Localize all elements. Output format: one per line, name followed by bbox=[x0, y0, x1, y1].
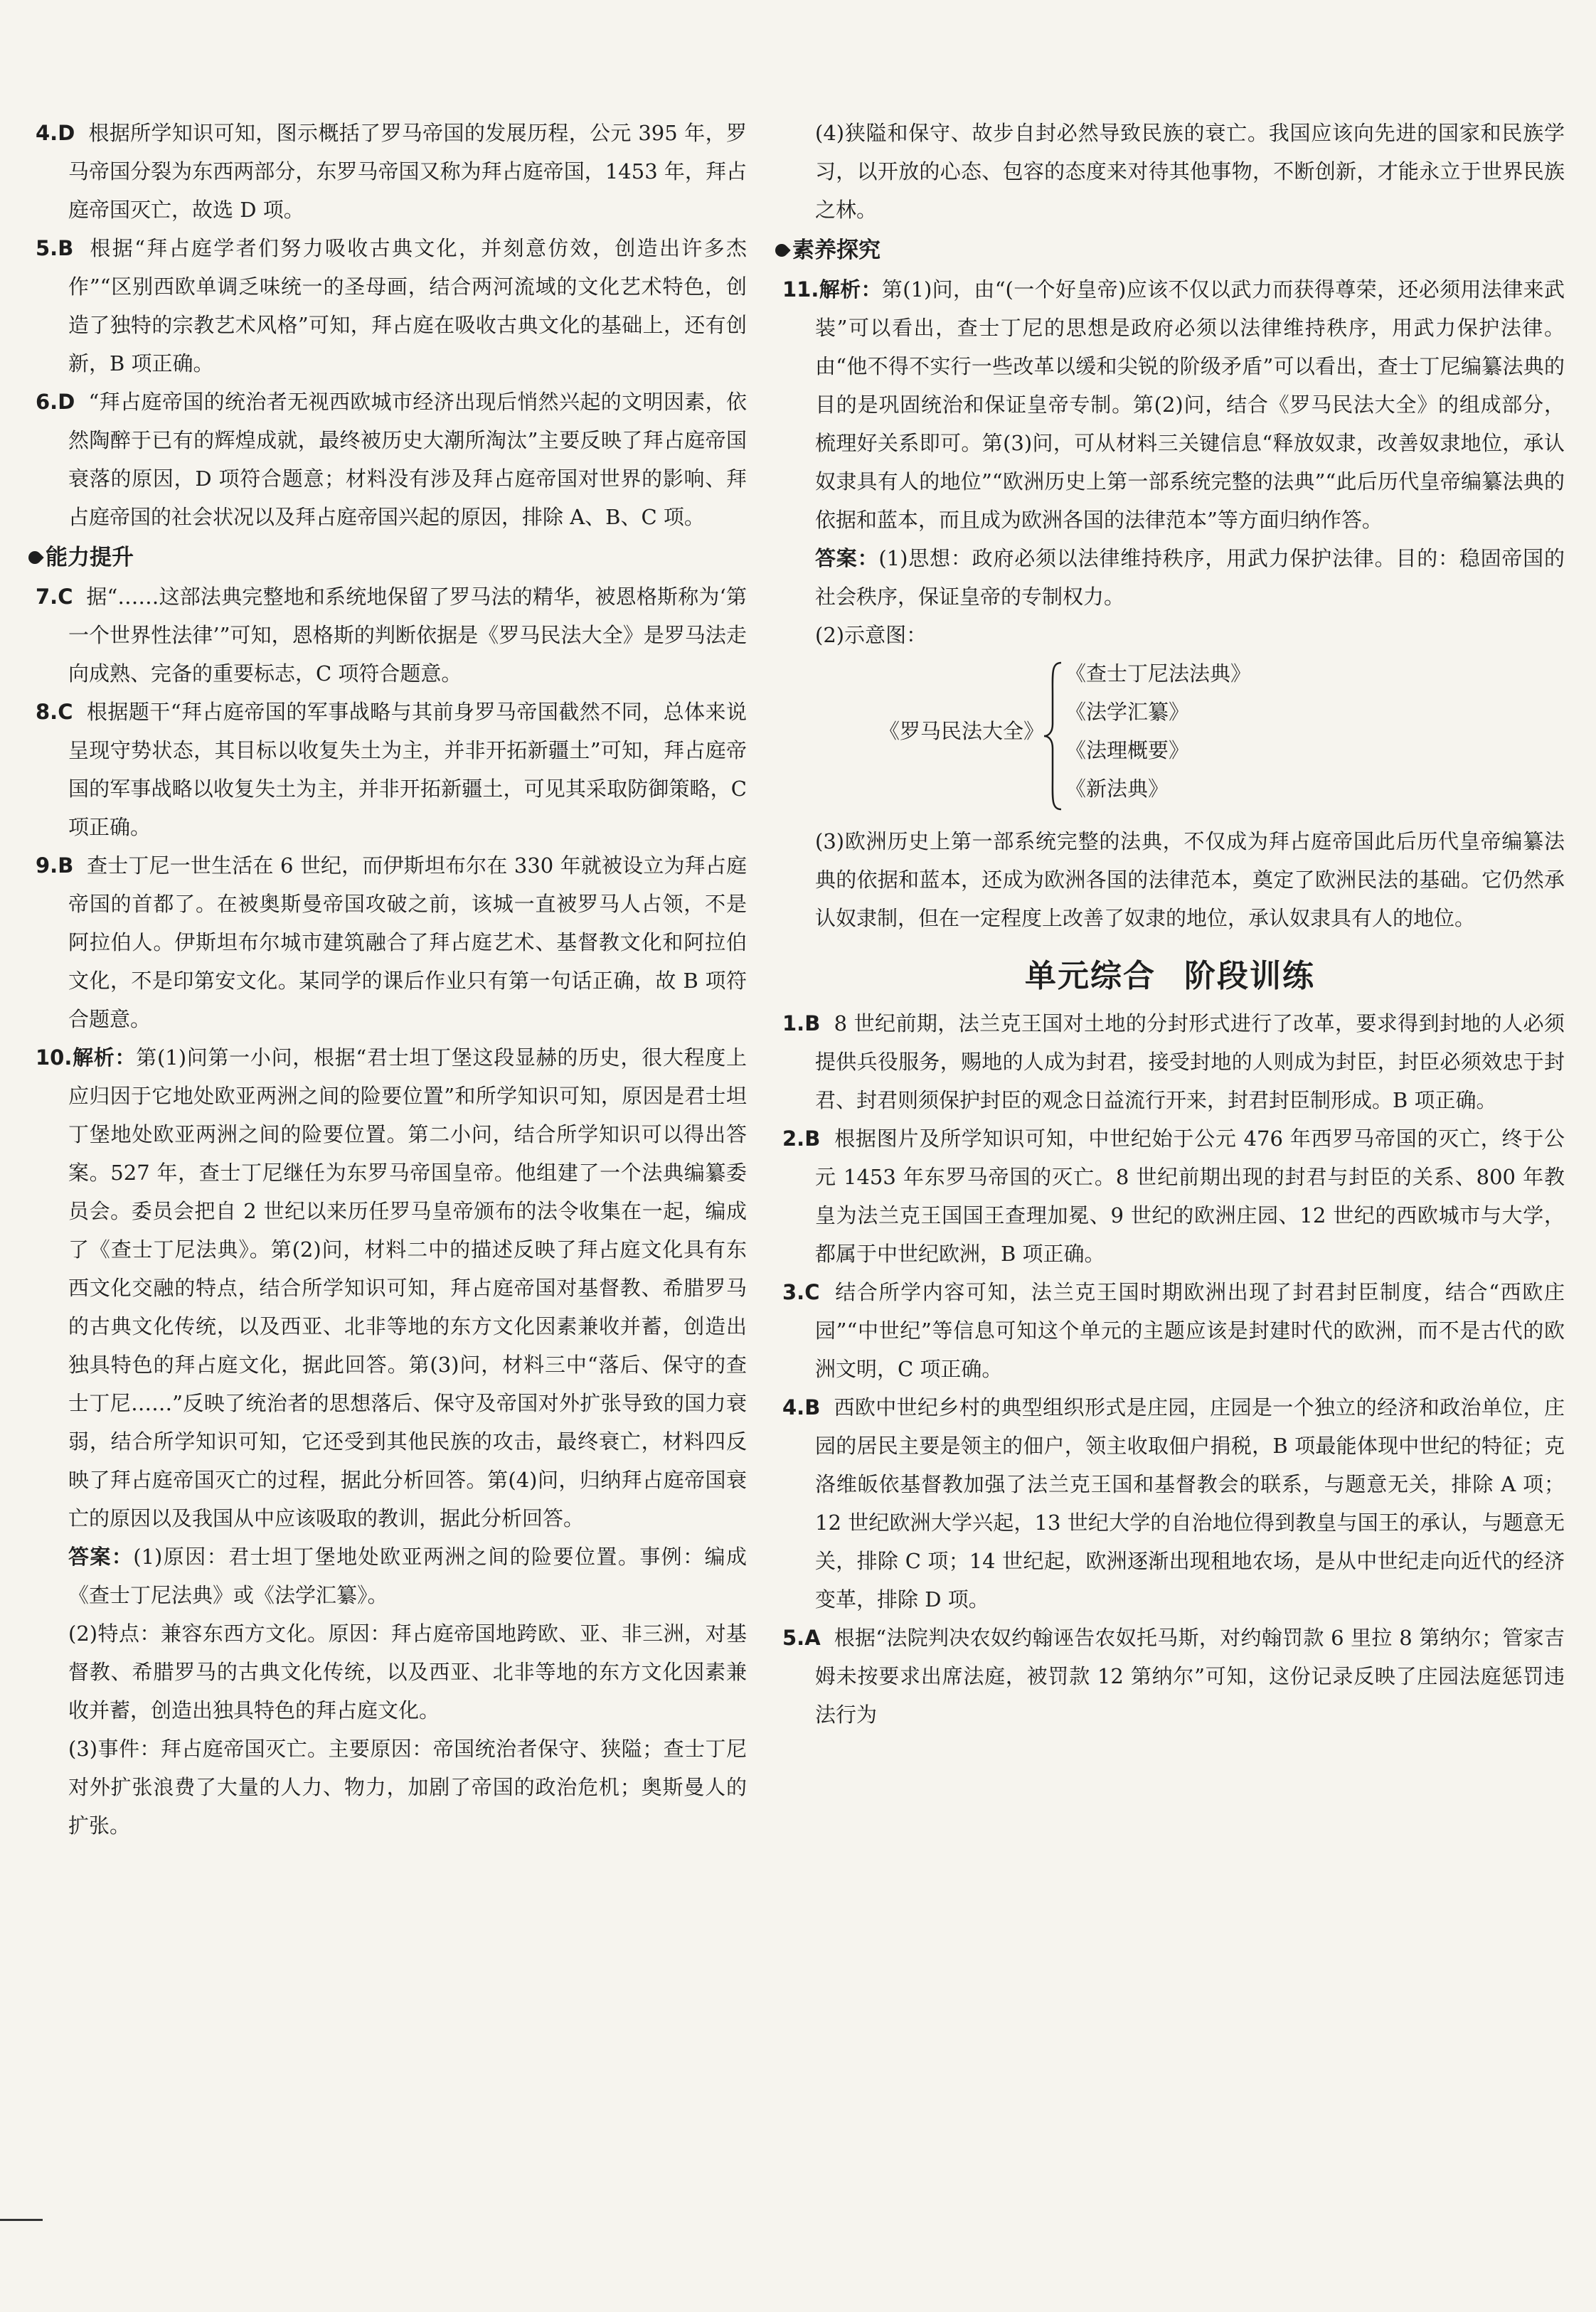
diagram-item: 《查士丁尼法法典》 bbox=[1065, 661, 1252, 686]
answer-explanation: 西欧中世纪乡村的典型组织形式是庄园，庄园是一个独立的经济和政治单位，庄园的居民主要是领主的佃户，领主收取佃户捐税，B 项最能体现中世纪的特征；克洛维皈依基督教加强了法兰克王国和基督教会的联系，与题意无关，排除 A 项；12 世纪欧洲大学兴起，13 世纪大学的自治地位得到教皇与国王的承认，与题意无关，排除 C 项；14 世纪起，欧洲逐渐出现租地农场，是从中世纪走向近代的经济变革，排除 D 项。 bbox=[815, 1395, 1565, 1612]
unit-answer-item-4: 4.B 西欧中世纪乡村的典型组织形式是庄园，庄园是一个独立的经济和政治单位，庄园的居民主要是领主的佃户，领主收取佃户捐税，B 项最能体现中世纪的特征；克洛维皈依基督教加强了法兰克王国和基督教会的联系，与题意无关，排除 A 项；12 世纪欧洲大学兴起，13 世纪大学的自治地位得到教皇与国王的承认，与题意无关，排除 C 项；14 世纪起，欧洲逐渐出现租地农场，是从中世纪走向近代的经济变革，排除 D 项。 bbox=[782, 1395, 1565, 1612]
answer-item-6: 6.D “拜占庭帝国的统治者无视西欧城市经济出现后悄然兴起的文明因素，依然陶醉于已有的辉煌成就，最终被历史大潮所淘汰”主要反映了拜占庭帝国衰落的原因，D 项符合题意；材料没有涉及拜占庭帝国对世界的影响、拜占庭帝国的社会状况以及拜占庭帝国兴起的原因，排除 A、B、C 项。 bbox=[36, 390, 748, 529]
answer-item-11-analysis: 11.解析：第(1)问，由“(一个好皇帝)应该不仅以武力而获得尊荣，还必须用法律来武装”可以看出，查士丁尼的思想是政府必须以法律维持秩序，用武力保护法律。由“他不得不实行一些改革以缓和尖锐的阶级矛盾”可以看出，查士丁尼编纂法典的目的是巩固统治和保证皇帝专制。第(2)问，结合《罗马民法大全》的组成部分，梳理好关系即可。第(3)问，可从材料三关键信息“释放奴隶，改善奴隶地位，承认奴隶具有人的地位”“欧洲历史上第一部系统完整的法典”“此后历代皇帝编纂法典的依据和蓝本，而且成为欧洲各国的法律范本”等方面归纳作答。 bbox=[782, 277, 1565, 532]
answer-option: D bbox=[58, 390, 75, 414]
section-heading-ability: 能力提升 bbox=[28, 539, 747, 576]
unit-answer-item-2: 2.B 根据图片及所学知识可知，中世纪始于公元 476 年西罗马帝国的灭亡，终于公元 1453 年东罗马帝国的灭亡。8 世纪前期出现的封君与封臣的关系、800 年教皇为法兰克王国国王查理加冕、9 世纪的欧洲庄园、12 世纪的西欧城市与大学，都属于中世纪欧洲，B 项正确。 bbox=[782, 1126, 1565, 1266]
answer-option: B bbox=[58, 853, 74, 878]
answer-option: D bbox=[58, 121, 75, 145]
analysis-label: 解析 bbox=[72, 1045, 115, 1070]
answer-option: B bbox=[804, 1011, 821, 1035]
answer-item-7: 7.C 据“……这部法典完整地和系统地保留了罗马法的精华，被恩格斯称为‘第一个世界性法律’”可知，恩格斯的判断依据是《罗马民法大全》是罗马法走向成熟、完备的重要标志，C 项符合题意。 bbox=[36, 585, 747, 686]
unit-answer-item-3: 3.C 结合所学内容可知，法兰克王国时期欧洲出现了封君封臣制度，结合“西欧庄园”“中世纪”等信息可知这个单元的主题应该是封建时代的欧洲，而不是古代的欧洲文明，C 项正确。 bbox=[782, 1280, 1565, 1381]
curly-brace-icon bbox=[1043, 660, 1064, 812]
unit-review-title: 单元综合 阶段训练 bbox=[1025, 958, 1315, 994]
answer-item-10-answer-1: 答案：(1)原因：君士坦丁堡地处欧亚两洲之间的险要位置。事例：编成《查士丁尼法典》或《法学汇纂》。 bbox=[68, 1545, 747, 1607]
answer-item-10-answer-4: (4)狭隘和保守、故步自封必然导致民族的衰亡。我国应该向先进的国家和民族学习，以开放的心态、包容的态度来对待其他事物，不断创新，才能永立于世界民族之林。 bbox=[815, 121, 1565, 222]
analysis-text: 第(1)问第一小问，根据“君士坦丁堡这段显赫的历史，很大程度上应归因于它地处欧亚两洲之间的险要位置”和所学知识可知，原因是君士坦丁堡地处欧亚两洲之间的险要位置。第二小问，结合所学知识可以得出答案。527 年，查士丁尼继任为东罗马帝国皇帝。他组建了一个法典编纂委员会。委员会把自 2 世纪以来历任罗马皇帝颁布的法令收集在一起，编成了《查士丁尼法典》。第(2)问，材料二中的描述反映了拜占庭文化具有东西文化交融的特点，结合所学知识可知，拜占庭帝国对基督教、希腊罗马的古典文化传统，以及西亚、北非等地的东方文化因素兼收并蓄，创造出独具特色的拜占庭文化，据此回答。第(3)问，材料三中“落后、保守的查士丁尼……”反映了统治者的思想落后、保守及帝国对外扩张导致的国力衰弱，结合所学知识可知，它还受到其他民族的攻击，最终衰亡，材料四反映了拜占庭帝国灭亡的过程，据此分析回答。第(4)问，归纳拜占庭帝国衰亡的原因以及我国从中应该吸取的教训，据此分析回答。 bbox=[68, 1045, 747, 1530]
answer-label: 答案 bbox=[815, 546, 858, 570]
answer-option: C bbox=[58, 585, 73, 609]
diagram-root-label: 《罗马民法大全》 bbox=[879, 719, 1045, 743]
answer-item-10-answer-2: (2)特点：兼容东西方文化。原因：拜占庭帝国地跨欧、亚、非三洲，对基督教、希腊罗马的古典文化传统，以及西亚、北非等地的东方文化因素兼收并蓄，创造出独具特色的拜占庭文化。 bbox=[68, 1621, 747, 1722]
answer-option: B bbox=[804, 1395, 821, 1419]
answer-explanation: “拜占庭帝国的统治者无视西欧城市经济出现后悄然兴起的文明因素，依然陶醉于已有的辉煌成就，最终被历史大潮所淘汰”主要反映了拜占庭帝国衰落的原因，D 项符合题意；材料没有涉及拜占庭帝国对世界的影响、拜占庭帝国的社会状况以及拜占庭帝国兴起的原因，排除 A、B、C 项。 bbox=[68, 390, 748, 529]
answer-option: C bbox=[58, 700, 73, 724]
answer-explanation: 根据题干“拜占庭帝国的军事战略与其前身罗马帝国截然不同，总体来说呈现守势状态，其目标以收复失土为主，并非开拓新疆土”可知，拜占庭帝国的军事战略以收复失土为主，并非开拓新疆土，可见其采取防御策略，C 项正确。 bbox=[68, 700, 748, 839]
answer-item-9: 9.B 查士丁尼一世生活在 6 世纪，而伊斯坦布尔在 330 年就被设立为拜占庭帝国的首都了。在被奥斯曼帝国攻破之前，该城一直被罗马人占领，不是阿拉伯人。伊斯坦布尔城市建筑融合了拜占庭艺术、基督教文化和阿拉伯文化，不是印第安文化。某同学的课后作业只有第一句话正确，故 B 项符合题意。 bbox=[36, 853, 747, 1031]
unit-answer-item-1: 1.B 8 世纪前期，法兰克王国对土地的分封形式进行了改革，要求得到封地的人必须提供兵役服务，赐地的人成为封君，接受封地的人则成为封臣，封臣必须效忠于封君、封君则须保护封臣的观念日益流行开来，封君封臣制形成。B 项正确。 bbox=[782, 1011, 1565, 1112]
section-heading-literacy: 素养探究 bbox=[775, 232, 1565, 269]
answer-item-8: 8.C 根据题干“拜占庭帝国的军事战略与其前身罗马帝国截然不同，总体来说呈现守势状态，其目标以收复失土为主，并非开拓新疆土”可知，拜占庭帝国的军事战略以收复失土为主，并非开拓新疆土，可见其采取防御策略，C 项正确。 bbox=[36, 700, 748, 839]
answer-explanation: 根据所学知识可知，图示概括了罗马帝国的发展历程，公元 395 年，罗马帝国分裂为东西两部分，东罗马帝国又称为拜占庭帝国，1453 年，拜占庭帝国灭亡，故选 D 项。 bbox=[68, 121, 747, 222]
diagram-item: 《新法典》 bbox=[1065, 777, 1169, 801]
answer-explanation: 根据“拜占庭学者们努力吸收古典文化，并刻意仿效，创造出许多杰作”“区别西欧单调乏味统一的圣母画，结合两河流域的文化艺术特色，创造了独特的宗教艺术风格”可知，拜占庭在吸收古典文化的基础上，还有创新，B 项正确。 bbox=[68, 236, 747, 375]
answer-item-11-answer-1: 答案：(1)思想：政府必须以法律维持秩序，用武力保护法律。目的：稳固帝国的社会秩序，保证皇帝的专制权力。 bbox=[815, 546, 1565, 609]
answer-item-11-answer-2-intro: (2)示意图： bbox=[815, 623, 927, 647]
answer-option: B bbox=[58, 236, 74, 260]
diagram-item: 《法学汇纂》 bbox=[1065, 700, 1190, 724]
answer-label: 答案 bbox=[68, 1545, 112, 1569]
diagram-item: 《法理概要》 bbox=[1065, 738, 1190, 762]
answer-explanation: 结合所学内容可知，法兰克王国时期欧洲出现了封君封臣制度，结合“西欧庄园”“中世纪”等信息可知这个单元的主题应该是封建时代的欧洲，而不是古代的欧洲文明，C 项正确。 bbox=[815, 1280, 1565, 1381]
footer-rule bbox=[0, 2219, 43, 2221]
diagram-items bbox=[1065, 654, 1251, 808]
answer-item-11-answer-3: (3)欧洲历史上第一部系统完整的法典，不仅成为拜占庭帝国此后历代皇帝编纂法典的依据和蓝本，还成为欧洲各国的法律范本，奠定了欧洲民法的基础。它仍然承认奴隶制，但在一定程度上改善了奴隶的地位，承认奴隶具有人的地位。 bbox=[815, 829, 1565, 930]
answer-option: A bbox=[804, 1626, 821, 1650]
analysis-text: 第(1)问，由“(一个好皇帝)应该不仅以武力而获得尊荣，还必须用法律来武装”可以看出，查士丁尼的思想是政府必须以法律维持秩序，用武力保护法律。由“他不得不实行一些改革以缓和尖锐的阶级矛盾”可以看出，查士丁尼编纂法典的目的是巩固统治和保证皇帝专制。第(2)问，结合《罗马民法大全》的组成部分，梳理好关系即可。第(3)问，可从材料三关键信息“释放奴隶，改善奴隶地位，承认奴隶具有人的地位”“欧洲历史上第一部系统完整的法典”“此后历代皇帝编纂法典的依据和蓝本，而且成为欧洲各国的法律范本”等方面归纳作答。 bbox=[815, 277, 1565, 532]
answer-item-5: 5.B 根据“拜占庭学者们努力吸收古典文化，并刻意仿效，创造出许多杰作”“区别西欧单调乏味统一的圣母画，结合两河流域的文化艺术特色，创造了独特的宗教艺术风格”可知，拜占庭在吸收古典文化的基础上，还有创新，B 项正确。 bbox=[36, 236, 747, 375]
answer-explanation: 根据图片及所学知识可知，中世纪始于公元 476 年西罗马帝国的灭亡，终于公元 1453 年东罗马帝国的灭亡。8 世纪前期出现的封君与封臣的关系、800 年教皇为法兰克王国国王查理加冕、9 世纪的欧洲庄园、12 世纪的西欧城市与大学，都属于中世纪欧洲，B 项正确。 bbox=[815, 1126, 1565, 1266]
answer-explanation: 查士丁尼一世生活在 6 世纪，而伊斯坦布尔在 330 年就被设立为拜占庭帝国的首都了。在被奥斯曼帝国攻破之前，该城一直被罗马人占领，不是阿拉伯人。伊斯坦布尔城市建筑融合了拜占庭艺术、基督教文化和阿拉伯文化，不是印第安文化。某同学的课后作业只有第一句话正确，故 B 项符合题意。 bbox=[68, 853, 747, 1031]
answer-explanation: 据“……这部法典完整地和系统地保留了罗马法的精华，被恩格斯称为‘第一个世界性法律’”可知，恩格斯的判断依据是《罗马民法大全》是罗马法走向成熟、完备的重要标志，C 项符合题意。 bbox=[68, 585, 747, 686]
left-column bbox=[28, 114, 747, 1845]
answer-item-10-analysis: 10.解析：第(1)问第一小问，根据“君士坦丁堡这段显赫的历史，很大程度上应归因于它地处欧亚两洲之间的险要位置”和所学知识可知，原因是君士坦丁堡地处欧亚两洲之间的险要位置。第二小问，结合所学知识可以得出答案。527 年，查士丁尼继任为东罗马帝国皇帝。他组建了一个法典编纂委员会。委员会把自 2 世纪以来历任罗马皇帝颁布的法令收集在一起，编成了《查士丁尼法典》。第(2)问，材料二中的描述反映了拜占庭文化具有东西文化交融的特点，结合所学知识可知，拜占庭帝国对基督教、希腊罗马的古典文化传统，以及西亚、北非等地的东方文化因素兼收并蓄，创造出独具特色的拜占庭文化，据此回答。第(3)问，材料三中“落后、保守的查士丁尼……”反映了统治者的思想落后、保守及帝国对外扩张导致的国力衰弱，结合所学知识可知，它还受到其他民族的攻击，最终衰亡，材料四反映了拜占庭帝国灭亡的过程，据此分析回答。第(4)问，归纳拜占庭帝国衰亡的原因以及我国从中应该吸取的教训，据此分析回答。 bbox=[36, 1045, 747, 1530]
answer-item-10-answer-3: (3)事件：拜占庭帝国灭亡。主要原因：帝国统治者保守、狭隘；查士丁尼对外扩张浪费了大量的人力、物力，加剧了帝国的政治危机；奥斯曼人的扩张。 bbox=[68, 1737, 747, 1838]
answer-item-4: 4.D 根据所学知识可知，图示概括了罗马帝国的发展历程，公元 395 年，罗马帝国分裂为东西两部分，东罗马帝国又称为拜占庭帝国，1453 年，拜占庭帝国灭亡，故选 D 项。 bbox=[36, 121, 747, 222]
right-column bbox=[775, 114, 1565, 1734]
section-marker-icon bbox=[772, 241, 790, 259]
answer-explanation: 8 世纪前期，法兰克王国对土地的分封形式进行了改革，要求得到封地的人必须提供兵役服务，赐地的人成为封君，接受封地的人则成为封臣，封臣必须效忠于封君、封君则须保护封臣的观念日益流行开来，封君封臣制形成。B 项正确。 bbox=[815, 1011, 1565, 1112]
answer-explanation: 根据“法院判决农奴约翰诬告农奴托马斯，对约翰罚款 6 里拉 8 第纳尔；管家吉姆未按要求出席法庭，被罚款 12 第纳尔”可知，这份记录反映了庄园法庭惩罚违法行为 bbox=[815, 1626, 1565, 1727]
analysis-label: 解析 bbox=[819, 277, 861, 302]
section-marker-icon bbox=[26, 548, 43, 566]
answer-option: B bbox=[804, 1126, 821, 1151]
unit-answer-item-5: 5.A 根据“法院判决农奴约翰诬告农奴托马斯，对约翰罚款 6 里拉 8 第纳尔；管家吉姆未按要求出席法庭，被罚款 12 第纳尔”可知，这份记录反映了庄园法庭惩罚违法行为 bbox=[782, 1626, 1565, 1727]
answer-option: C bbox=[804, 1280, 820, 1304]
roman-law-diagram bbox=[775, 654, 1565, 818]
